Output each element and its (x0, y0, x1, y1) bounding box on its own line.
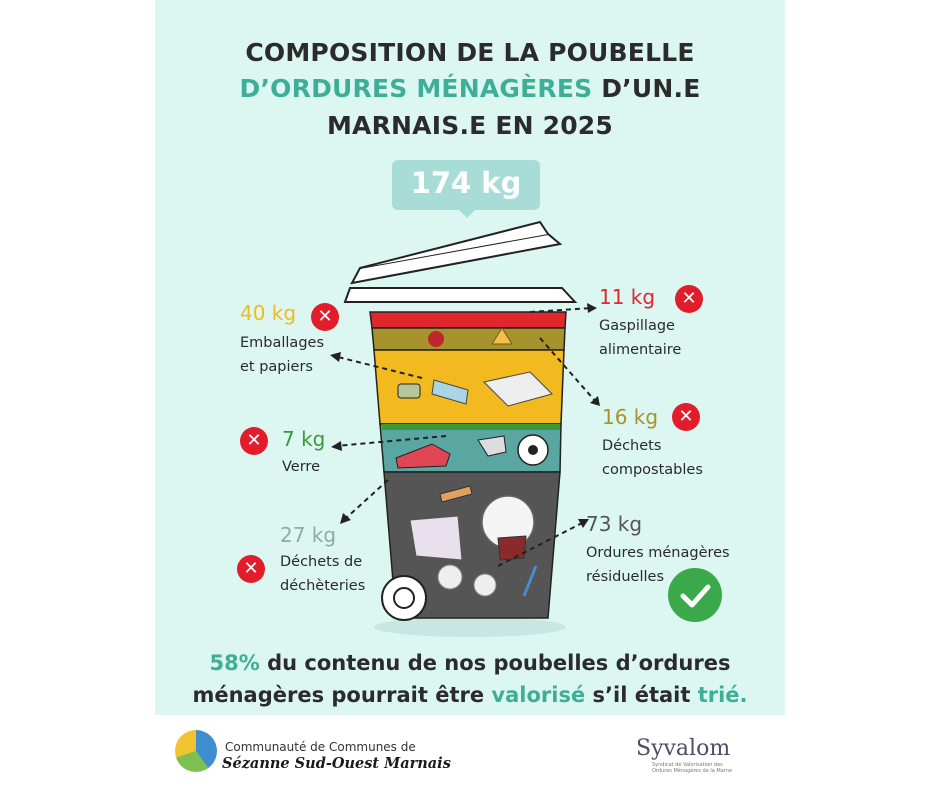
layer-gaspillage (370, 312, 566, 328)
arrowhead-emballages (330, 352, 341, 362)
diaper-icon (410, 516, 462, 560)
cc-name-line-2: Sézanne Sud-Ouest Marnais (222, 755, 451, 772)
gaspillage-weight: 11 kg (599, 285, 656, 309)
arrowhead-verre (331, 441, 342, 451)
emballages-label-2: et papiers (240, 359, 313, 375)
footer-percent: 58% (209, 651, 260, 675)
footer-trie: trié. (697, 683, 748, 707)
x-icon: ✕ (237, 555, 265, 583)
x-icon: ✕ (311, 303, 339, 331)
title-line-2-rest: D’UN.E (592, 74, 701, 103)
emballages-weight: 40 kg (240, 301, 297, 325)
footer-line-1 (155, 651, 785, 675)
title-line-3: MARNAIS.E EN 2025 (326, 111, 614, 140)
syvalom-subtitle: Syndicat de Valorisation des Ordures Ménagères de la Marne (652, 762, 733, 774)
footer-line-2-a: ménagères pourrait être (192, 683, 492, 707)
tissue-icon-2 (474, 574, 496, 596)
footer-line-2 (155, 683, 785, 707)
arrowhead-decheteries (340, 513, 351, 524)
footer-valorise: valorisé (491, 683, 586, 707)
bin-lid-open (352, 234, 560, 283)
title-accent: D’ORDURES MÉNAGÈRES (239, 74, 593, 103)
residuelles-label-2: résiduelles (586, 569, 664, 585)
footer-line-1-rest: du contenu de nos poubelles d’ordures (259, 651, 731, 675)
decheteries-label-1: Déchets de (280, 554, 363, 570)
cup-icon (498, 536, 526, 560)
syvalom-logo: Syvalom (636, 736, 731, 761)
x-icon: ✕ (240, 427, 268, 455)
arrowhead-gaspillage (587, 303, 597, 313)
decheteries-weight: 27 kg (280, 523, 337, 547)
x-icon: ✕ (672, 403, 700, 431)
compostables-weight: 16 kg (602, 405, 659, 429)
arrowhead-compostables (590, 396, 600, 406)
football-patch-icon (528, 445, 538, 455)
cc-name-line-1: Communauté de Communes de (225, 740, 416, 754)
bin-wheel-hub (394, 588, 414, 608)
layer-decheteries-strip (382, 424, 560, 430)
residuelles-label-1: Ordures ménagères (586, 545, 730, 561)
footer-line-2-b: s’il était (585, 683, 698, 707)
can-icon (398, 384, 420, 398)
compostables-label-2: compostables (602, 462, 703, 478)
total-weight: 174 kg (410, 166, 522, 200)
title-line-1: COMPOSITION DE LA POUBELLE (245, 38, 695, 67)
emballages-label-1: Emballages (240, 335, 324, 351)
check-mark (668, 568, 722, 622)
gaspillage-label-1: Gaspillage (599, 318, 675, 334)
tissue-icon-1 (438, 565, 462, 589)
compostables-label-1: Déchets (602, 438, 662, 454)
cc-logo-icon (175, 730, 217, 772)
decheteries-label-2: déchèteries (280, 578, 366, 594)
verre-label: Verre (282, 459, 320, 475)
check-icon (668, 568, 722, 622)
arrow-decheteries (344, 480, 388, 520)
verre-weight: 7 kg (282, 427, 326, 451)
layer-compostables (372, 328, 565, 350)
bin-lid (345, 288, 575, 302)
residuelles-weight: 73 kg (586, 512, 643, 536)
x-icon: ✕ (675, 285, 703, 313)
apple-icon (428, 331, 444, 347)
gaspillage-label-2: alimentaire (599, 342, 682, 358)
